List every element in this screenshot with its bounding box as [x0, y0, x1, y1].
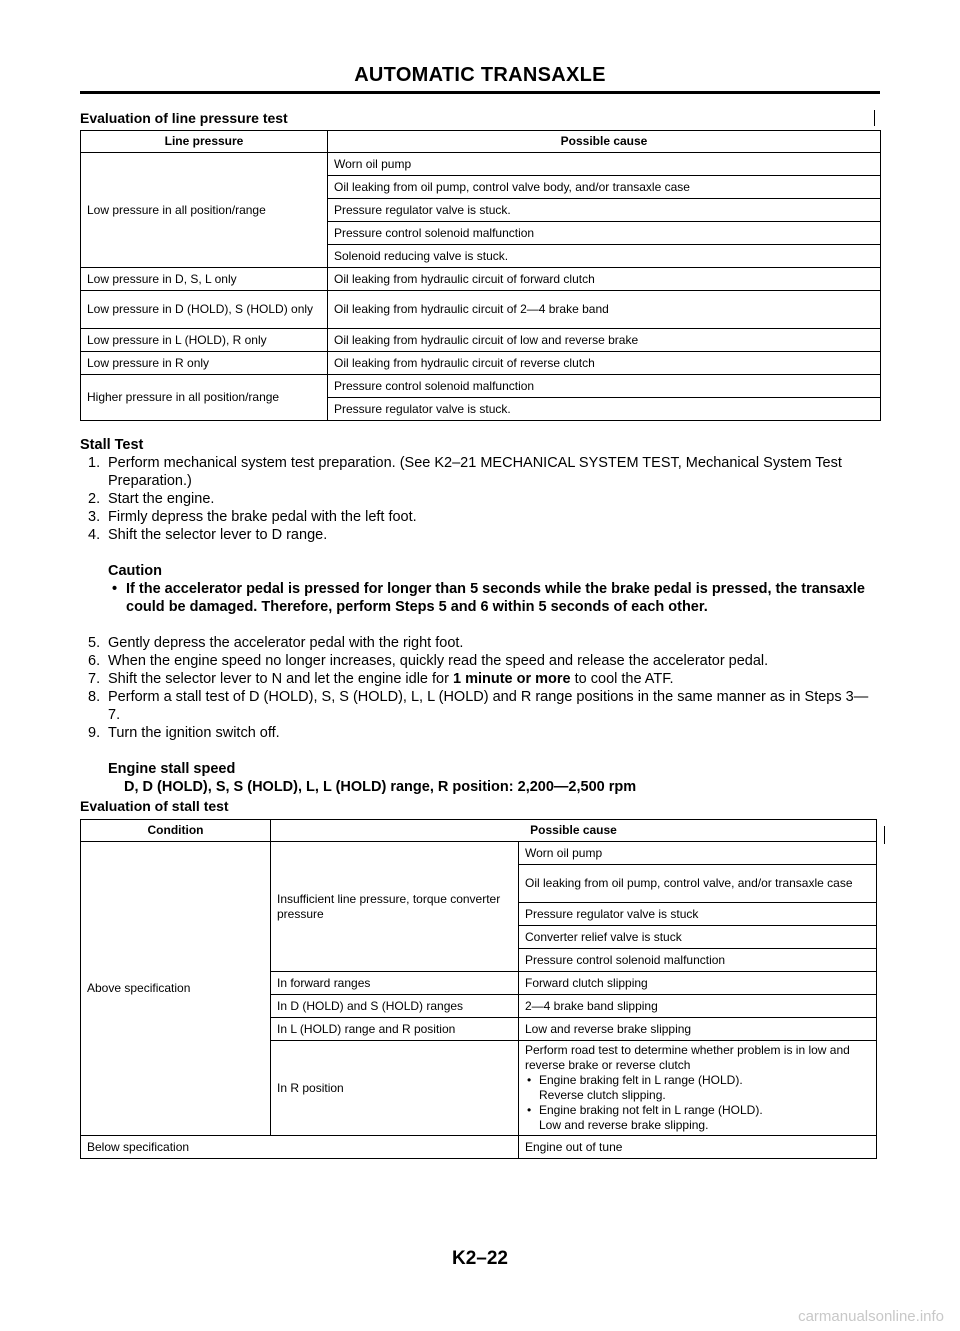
caution-text: If the accelerator pedal is pressed for longer than 5 seconds while the brake pedal is pressed, the transaxle could be damaged. Therefore, perform Steps 5 and 6 within 5 seconds of each other. [126, 581, 865, 615]
cause-cell: 2—4 brake band slipping [519, 995, 877, 1018]
bullet-subtext: Low and reverse brake slipping. [539, 1118, 709, 1132]
step-text-pre: Shift the selector lever to N and let the engine idle for [108, 671, 453, 687]
cause-cell: Oil leaking from hydraulic circuit of forward clutch [328, 268, 881, 291]
margin-change-bar [884, 826, 885, 844]
line-pressure-eval-title: Evaluation of line pressure test [80, 110, 288, 126]
step-item [88, 724, 880, 742]
caution-block [80, 562, 880, 616]
condition-cell: Higher pressure in all position/range [81, 375, 328, 421]
cause-cell: Pressure control solenoid malfunction [328, 222, 881, 245]
table-row [81, 329, 881, 352]
cause-cell: Solenoid reducing valve is stuck. [328, 245, 881, 268]
cause-cell: Worn oil pump [328, 153, 881, 176]
cause-cell: Pressure control solenoid malfunction [328, 375, 881, 398]
step-text: Shift the selector lever to D range. [108, 527, 328, 543]
step-number: 1. [88, 455, 101, 471]
cause-cell: Forward clutch slipping [519, 972, 877, 995]
condition-cell: Low pressure in R only [81, 352, 328, 375]
step-item [88, 490, 880, 508]
table-row [81, 352, 881, 375]
step-text: Perform a stall test of D (HOLD), S, S (HOLD), L, L (HOLD) and R range positions in the same manner as in Steps 3—7. [108, 689, 869, 723]
step-number: 9. [88, 725, 101, 741]
column-header-condition: Condition [81, 820, 271, 842]
bullet-item [525, 1103, 870, 1118]
sub-condition-cell: In L (HOLD) range and R position [271, 1018, 519, 1041]
step-number: 6. [88, 653, 101, 669]
stall-test-title: Stall Test [80, 437, 144, 453]
cause-intro: Perform road test to determine whether problem is in low and reverse brake or reverse clutch [525, 1043, 850, 1072]
spec-value: D, D (HOLD), S, S (HOLD), L, L (HOLD) range, R position: 2,200—2,500 rpm [124, 779, 637, 795]
step-number: 4. [88, 527, 101, 543]
cause-cell: Oil leaking from hydraulic circuit of low and reverse brake [328, 329, 881, 352]
step-number: 5. [88, 635, 101, 651]
cause-cell-road-test [519, 1041, 877, 1136]
caution-title: Caution [108, 563, 162, 579]
step-text: Perform mechanical system test preparation. (See K2–21 MECHANICAL SYSTEM TEST, Mechanical System Test Preparation.) [108, 455, 842, 489]
stall-eval-title: Evaluation of stall test [80, 798, 229, 814]
condition-cell: Low pressure in D, S, L only [81, 268, 328, 291]
step-item [88, 508, 880, 526]
step-number: 3. [88, 509, 101, 525]
caution-item [108, 580, 880, 616]
step-text: Turn the ignition switch off. [108, 725, 280, 741]
table-row [81, 153, 881, 176]
page-number: K2–22 [452, 1248, 508, 1269]
margin-change-bar [874, 110, 875, 126]
cause-cell: Engine out of tune [519, 1136, 877, 1159]
step-number: 2. [88, 491, 101, 507]
bullet-icon: • [112, 581, 118, 597]
step-item [88, 670, 880, 688]
bullet-icon: • [527, 1103, 532, 1117]
sub-condition-cell: In forward ranges [271, 972, 519, 995]
column-header-possible-cause: Possible cause [328, 131, 881, 153]
table-row [81, 1136, 877, 1159]
cause-cell: Pressure regulator valve is stuck. [328, 199, 881, 222]
sub-condition-cell: In D (HOLD) and S (HOLD) ranges [271, 995, 519, 1018]
bullet-subtext: Reverse clutch slipping. [539, 1088, 666, 1102]
sub-condition-cell: Insufficient line pressure, torque converter pressure [271, 842, 519, 972]
condition-cell: Low pressure in D (HOLD), S (HOLD) only [81, 291, 328, 329]
stall-eval-table [80, 819, 877, 1159]
cause-cell: Pressure control solenoid malfunction [519, 949, 877, 972]
cause-cell: Pressure regulator valve is stuck. [328, 398, 881, 421]
condition-cell: Below specification [81, 1136, 519, 1159]
step-text-post: to cool the ATF. [570, 671, 674, 687]
cause-cell: Oil leaking from hydraulic circuit of reverse clutch [328, 352, 881, 375]
step-item [88, 526, 880, 544]
table-header-row [81, 131, 881, 153]
column-header-line-pressure: Line pressure [81, 131, 328, 153]
condition-cell: Low pressure in all position/range [81, 153, 328, 268]
header-rule [80, 91, 880, 94]
step-number: 7. [88, 671, 101, 687]
cause-cell: Converter relief valve is stuck [519, 926, 877, 949]
cause-cell: Oil leaking from hydraulic circuit of 2—4 brake band [328, 291, 881, 329]
bullet-text: Engine braking not felt in L range (HOLD). [539, 1103, 763, 1117]
spec-title: Engine stall speed [108, 761, 236, 777]
bullet-item [525, 1073, 870, 1088]
cause-cell: Oil leaking from oil pump, control valve body, and/or transaxle case [328, 176, 881, 199]
steps-list-a [80, 454, 880, 544]
stall-test-section [80, 436, 880, 796]
cause-cell: Worn oil pump [519, 842, 877, 865]
bullet-icon: • [527, 1073, 532, 1087]
step-number: 8. [88, 689, 101, 705]
step-item [88, 634, 880, 652]
step-item [88, 454, 880, 490]
step-text: Firmly depress the brake pedal with the left foot. [108, 509, 417, 525]
page-header-title: AUTOMATIC TRANSAXLE [354, 64, 606, 86]
step-text-bold: 1 minute or more [452, 671, 571, 687]
step-text: Start the engine. [108, 491, 215, 507]
spec-block [80, 760, 880, 796]
watermark: carmanualsonline.info [798, 1308, 944, 1325]
table-row [81, 268, 881, 291]
step-item [88, 688, 880, 724]
bullet-text: Engine braking felt in L range (HOLD). [539, 1073, 743, 1087]
condition-cell: Above specification [81, 842, 271, 1136]
step-item [88, 652, 880, 670]
step-text: Gently depress the accelerator pedal with the right foot. [108, 635, 464, 651]
cause-cell: Low and reverse brake slipping [519, 1018, 877, 1041]
cause-cell: Oil leaking from oil pump, control valve, and/or transaxle case [519, 865, 877, 903]
steps-list-b [80, 634, 880, 742]
line-pressure-table [80, 130, 881, 421]
table-row [81, 375, 881, 398]
table-row [81, 842, 877, 865]
cause-cell: Pressure regulator valve is stuck [519, 903, 877, 926]
step-text: When the engine speed no longer increases, quickly read the speed and release the accelerator pedal. [108, 653, 769, 669]
table-row [81, 291, 881, 329]
sub-condition-cell: In R position [271, 1041, 519, 1136]
table-header-row [81, 820, 877, 842]
column-header-possible-cause: Possible cause [271, 820, 877, 842]
condition-cell: Low pressure in L (HOLD), R only [81, 329, 328, 352]
